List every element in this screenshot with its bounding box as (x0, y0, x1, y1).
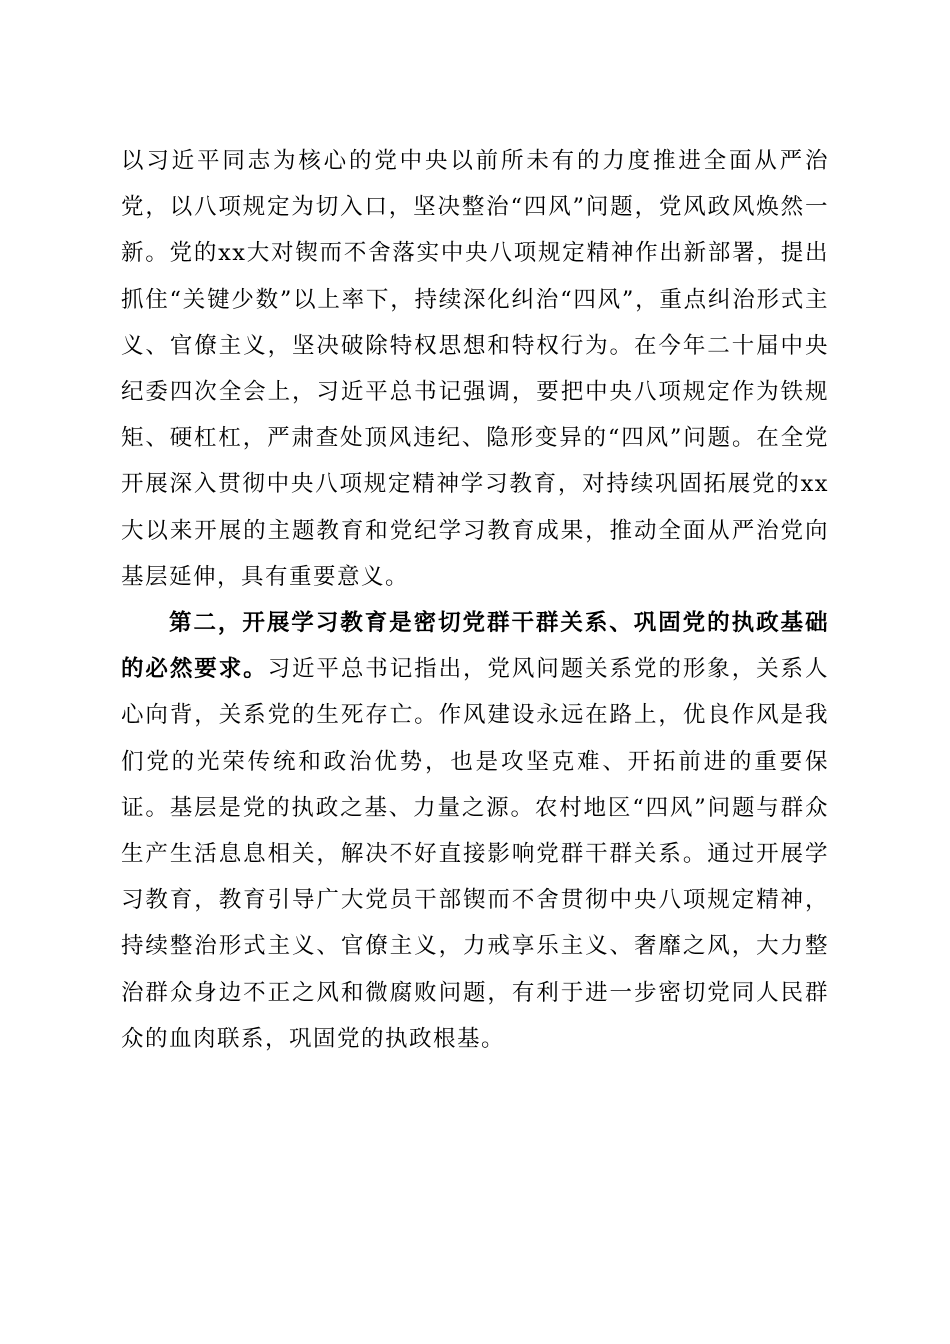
paragraph-1 (121, 138, 829, 600)
paragraph-2-lead-sentence: 第二，开展学习教育是密切党群干群关系、巩固党的执政基础的必然要求。 (121, 610, 829, 683)
paragraph-1-text: 以习近平同志为核心的党中央以前所未有的力度推进全面从严治党，以八项规定为切入口，坚决整治“四风”问题，党风政风焕然一新。党的xx大对锲而不舍落实中央八项规定精神作出新部署，提出抓住“关键少数”以上率下，持续深化纠治“四风”，重点纠治形式主义、官僚主义，坚决破除特权思想和特权行为。在今年二十届中央纪委四次全会上，习近平总书记强调，要把中央八项规定作为铁规矩、硬杠杠，严肃查处顶风违纪、隐形变异的“四风”问题。在全党开展深入贯彻中央八项规定精神学习教育，对持续巩固拓展党的xx大以来开展的主题教育和党纪学习教育成果，推动全面从严治党向基层延伸，具有重要意义。 (121, 148, 829, 590)
document-body (121, 138, 829, 1062)
paragraph-2-text: 习近平总书记指出，党风问题关系党的形象，关系人心向背，关系党的生死存亡。作风建设永远在路上，优良作风是我们党的光荣传统和政治优势，也是攻坚克难、开拓前进的重要保证。基层是党的执政之基、力量之源。农村地区“四风”问题与群众生产生活息息相关，解决不好直接影响党群干群关系。通过开展学习教育，教育引导广大党员干部锲而不舍贯彻中央八项规定精神，持续整治形式主义、官僚主义，力戒享乐主义、奢靡之风，大力整治群众身边不正之风和微腐败问题，有利于进一步密切党同人民群众的血肉联系，巩固党的执政根基。 (121, 656, 829, 1052)
paragraph-2 (121, 600, 829, 1062)
